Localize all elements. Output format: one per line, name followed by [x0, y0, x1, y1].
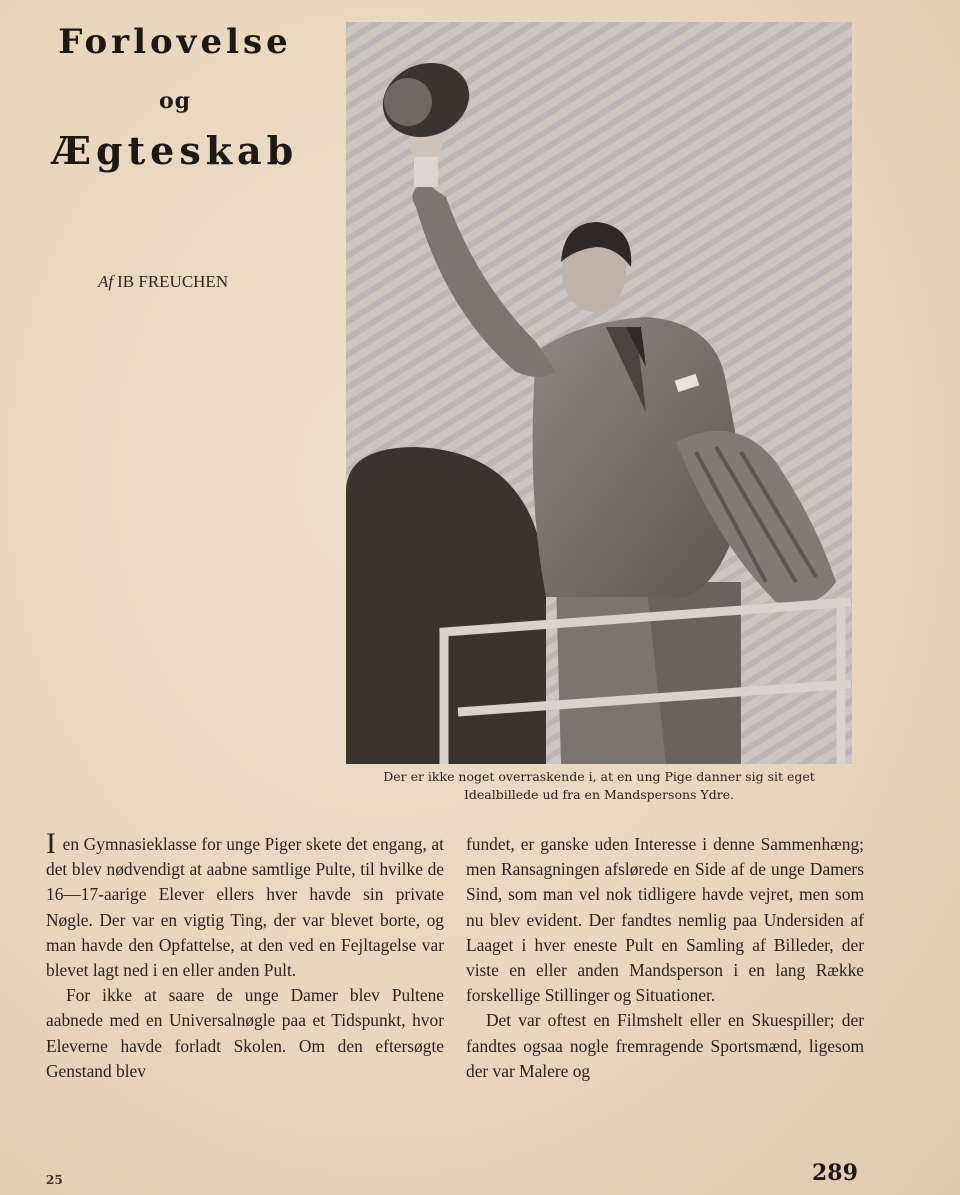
- photo-caption: [346, 768, 852, 804]
- caption-line-1: Der er ikke noget overraskende i, at en ung Pige danner sig sit eget: [383, 769, 815, 784]
- paragraph: [46, 827, 444, 983]
- byline-prefix: Af: [98, 272, 114, 291]
- paragraph: fundet, er ganske uden Interesse i denne Sammenhæng; men Ransagningen afslørede en Side af de unge Damers Sind, som man vel nok tidligere havde vejret, men som nu blev evident. Der fandtes nemlig paa Undersiden af Laaget i hver eneste Pult en Samling af Billeder, der viste en eller anden Mandsperson i en lang Række forskellige Stillinger og Situationer.: [466, 834, 864, 1006]
- title-line-1: Forlovelse: [58, 22, 292, 62]
- photo-illustration: [346, 22, 852, 764]
- caption-line-2: Idealbillede ud fra en Mandspersons Ydre.: [463, 787, 735, 802]
- drop-cap: I: [46, 827, 56, 860]
- paragraph: Det var oftest en Filmshelt eller en Skuespiller; der fandtes ogsaa nogle fremragende Sportsmænd, ligesom der var Malere og: [466, 1010, 864, 1081]
- text-column-left: [46, 827, 444, 1084]
- byline-author: IB FREUCHEN: [117, 272, 229, 291]
- byline: [98, 272, 228, 292]
- footer-left-number: 25: [46, 1173, 63, 1187]
- title-line-2: og: [158, 88, 192, 114]
- page-number: 289: [812, 1160, 858, 1186]
- paragraph: For ikke at saare de unge Damer blev Pultene aabnede med en Universalnøgle paa et Tidspunkt, hvor Eleverne havde forladt Skolen. Om den eftersøgte Genstand blev: [46, 985, 444, 1081]
- text-column-right: [466, 832, 864, 1084]
- title-line-3: Ægteskab: [51, 128, 299, 173]
- article-photo: [346, 22, 852, 764]
- paragraph-text: en Gymnasieklasse for unge Piger skete det engang, at det blev nødvendigt at aabne samtlige Pulte, til hvilke de 16—17-aarige Elever ellers hver havde sin private Nøgle. Der var en vigtig Ting, der var blevet borte, og man havde den Opfattelse, at den ved en Fejltagelse var blevet lagt ned i en eller anden Pult.: [46, 834, 444, 981]
